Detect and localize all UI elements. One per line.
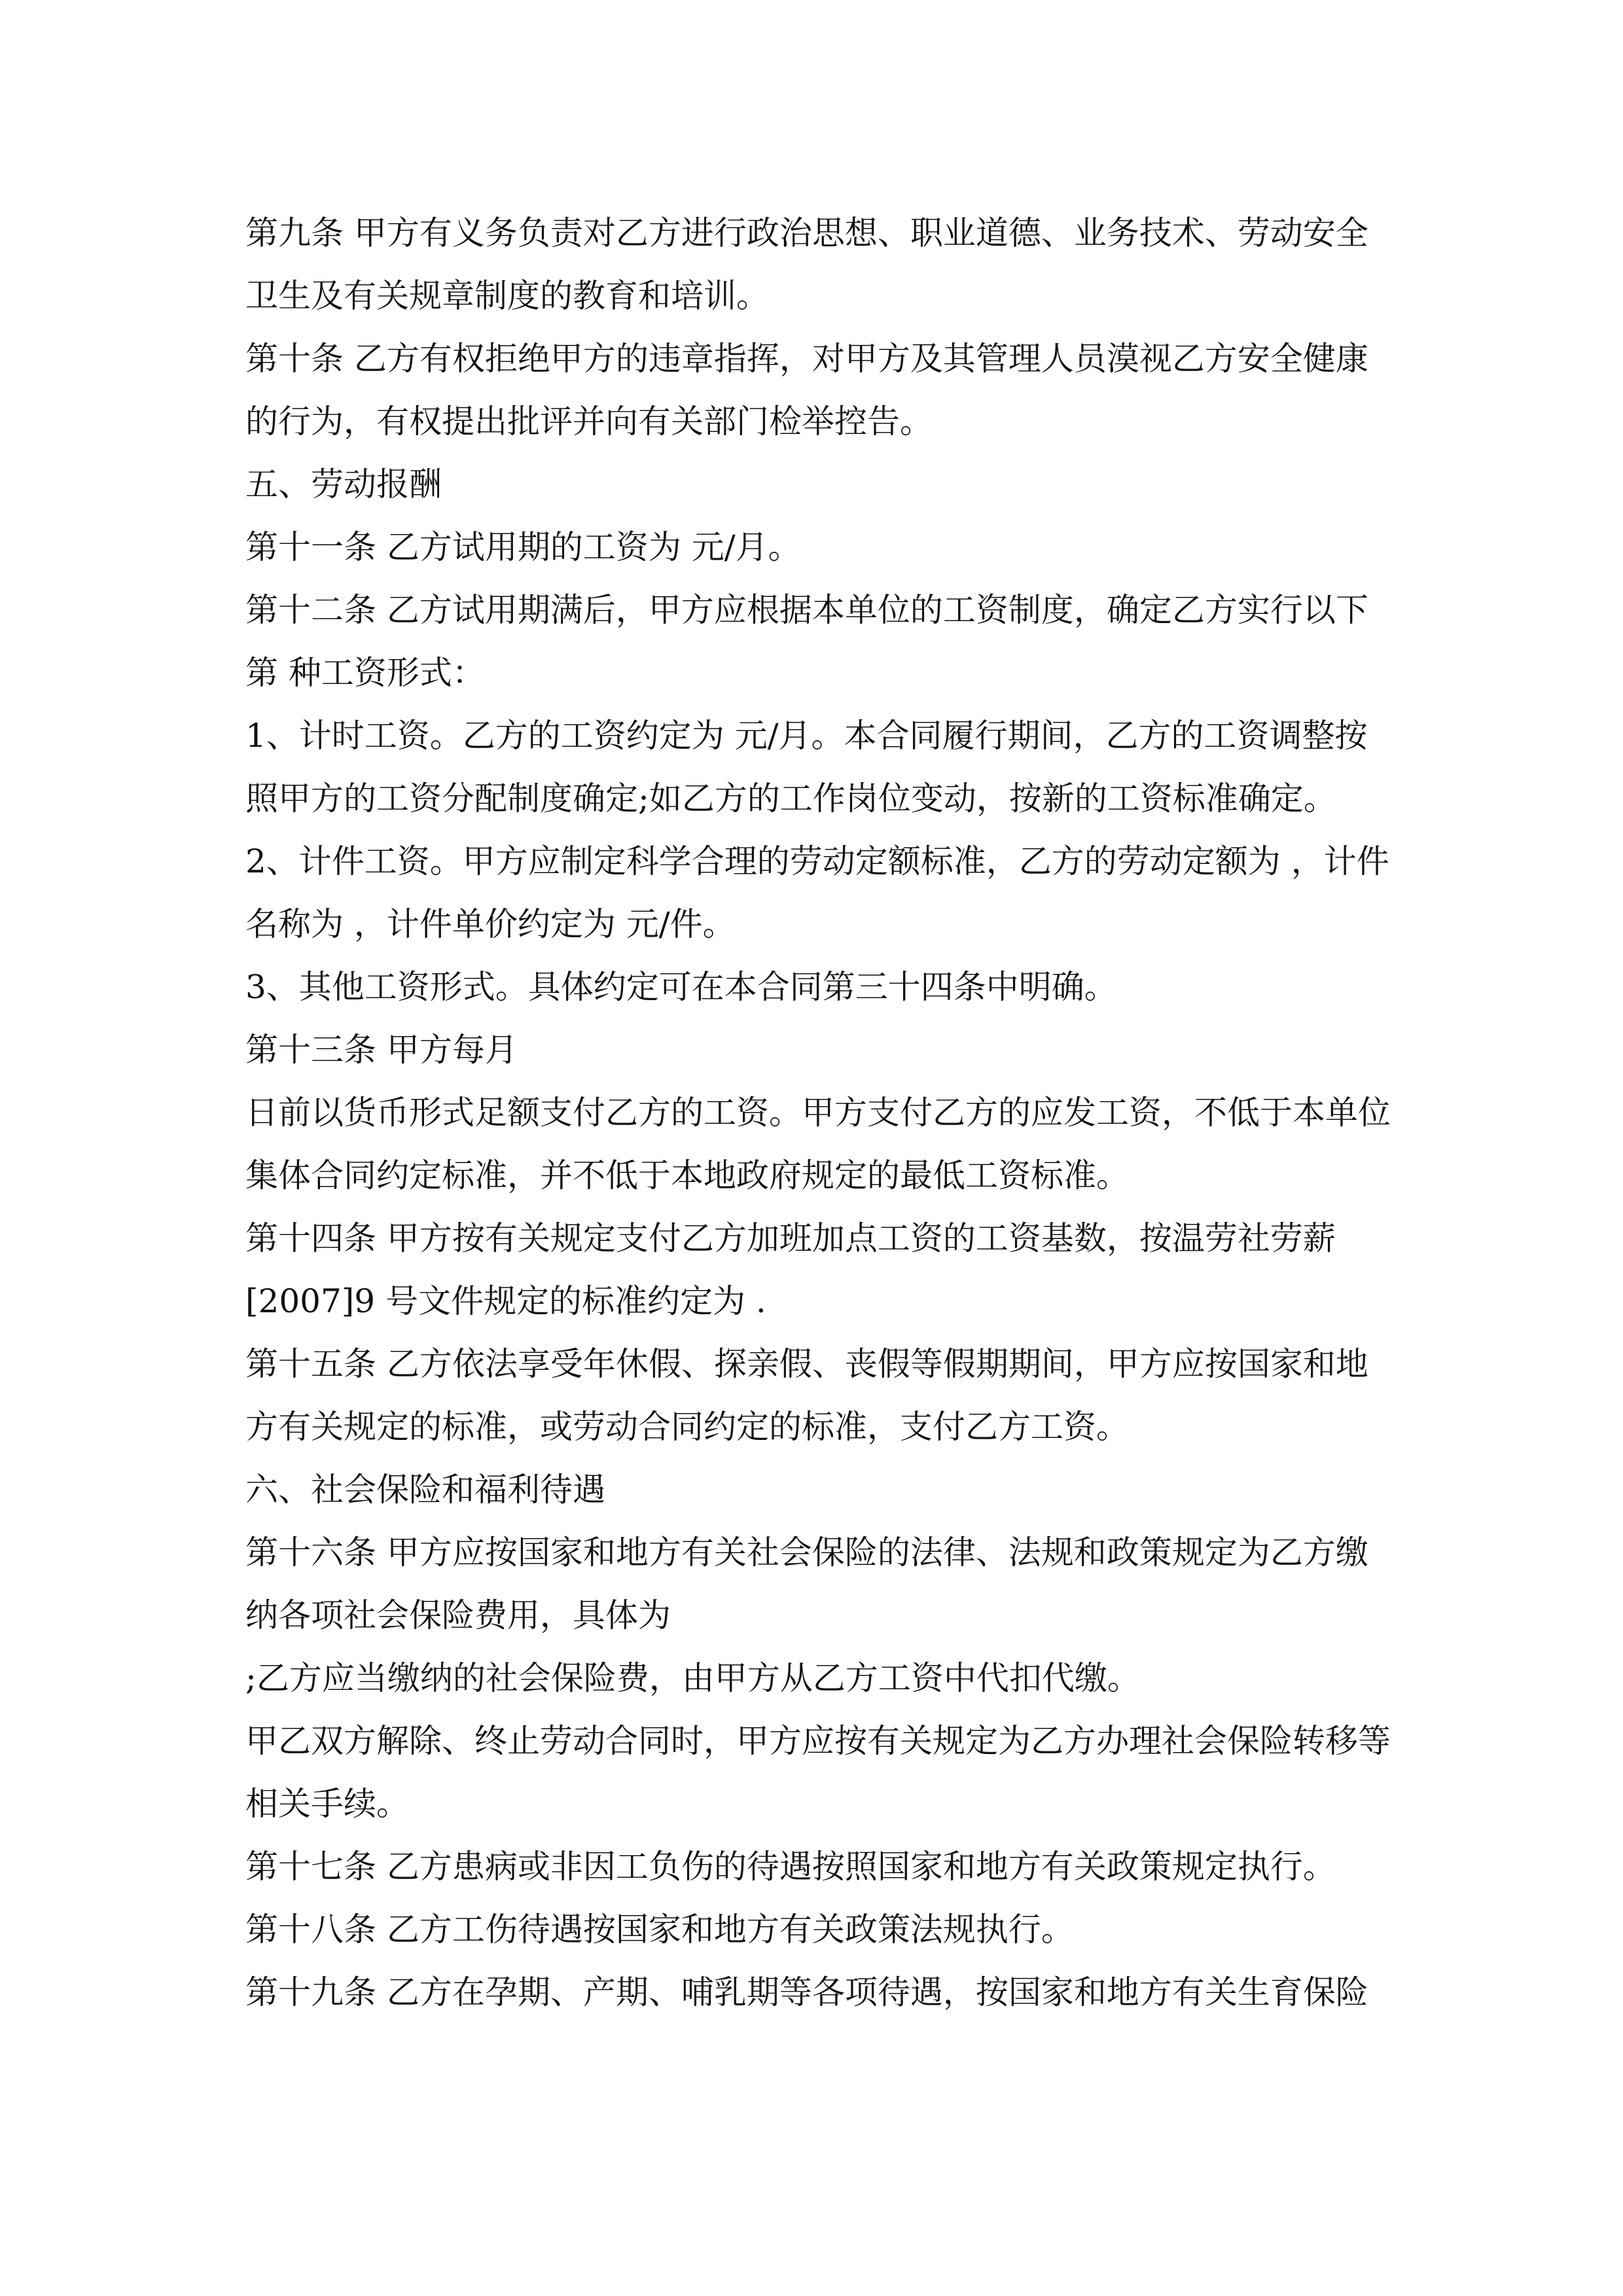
text-line: 纳各项社会保险费用，具体为 xyxy=(245,1596,671,1634)
text-line: 方有关规定的标准，或劳动合同约定的标准，支付乙方工资。 xyxy=(245,1408,1129,1446)
text-line: 第十一条 乙方试用期的工资为 元/月。 xyxy=(245,528,801,566)
text-line: 第九条 甲方有义务负责对乙方进行政治思想、职业道德、业务技术、劳动安全 xyxy=(245,214,1368,252)
text-line: 第十二条 乙方试用期满后，甲方应根据本单位的工资制度，确定乙方实行以下 xyxy=(245,591,1368,629)
text-line: 日前以货币形式足额支付乙方的工资。甲方支付乙方的应发工资，不低于本单位 xyxy=(245,1094,1391,1132)
text-line: 第十三条 甲方每月 xyxy=(245,1031,518,1069)
text-line: 第十九条 乙方在孕期、产期、哺乳期等各项待遇，按国家和地方有关生育保险 xyxy=(245,1973,1368,2011)
text-line: 3、其他工资形式。具体约定可在本合同第三十四条中明确。 xyxy=(245,968,1117,1006)
text-line: 1、计时工资。乙方的工资约定为 元/月。本合同履行期间，乙方的工资调整按 xyxy=(245,717,1368,755)
section-heading: 五、劳动报酬 xyxy=(245,465,442,503)
text-line: 第十四条 甲方按有关规定支付乙方加班加点工资的工资基数，按温劳社劳薪 xyxy=(245,1219,1336,1257)
text-line: 集体合同约定标准，并不低于本地政府规定的最低工资标准。 xyxy=(245,1157,1129,1194)
section-heading: 六、社会保险和福利待遇 xyxy=(245,1471,605,1509)
text-line: 第十六条 甲方应按国家和地方有关社会保险的法律、法规和政策规定为乙方缴 xyxy=(245,1534,1368,1571)
text-line: 第十八条 乙方工伤待遇按国家和地方有关政策法规执行。 xyxy=(245,1910,1074,1948)
text-line: 2、计件工资。甲方应制定科学合理的劳动定额标准，乙方的劳动定额为 ，计件 xyxy=(245,842,1389,880)
text-line: 卫生及有关规章制度的教育和培训。 xyxy=(245,277,769,315)
text-line: 第十七条 乙方患病或非因工负伤的待遇按照国家和地方有关政策规定执行。 xyxy=(245,1848,1336,1886)
text-line: 名称为 ，计件单价约定为 元/件。 xyxy=(245,905,736,943)
document-body xyxy=(245,202,1391,2024)
text-line: 甲乙双方解除、终止劳动合同时，甲方应按有关规定为乙方办理社会保险转移等 xyxy=(245,1722,1391,1760)
text-line: 相关手续。 xyxy=(245,1785,409,1823)
text-line: ;乙方应当缴纳的社会保险费，由甲方从乙方工资中代扣代缴。 xyxy=(245,1659,1140,1697)
text-line: 第 种工资形式： xyxy=(245,654,485,692)
text-line: 第十五条 乙方依法享受年休假、探亲假、丧假等假期期间，甲方应按国家和地 xyxy=(245,1345,1368,1383)
text-line: 的行为，有权提出批评并向有关部门检举控告。 xyxy=(245,403,933,440)
text-line: [2007]9 号文件规定的标准约定为 . xyxy=(245,1282,766,1320)
text-line: 第十条 乙方有权拒绝甲方的违章指挥，对甲方及其管理人员漠视乙方安全健康 xyxy=(245,340,1368,378)
text-line: 照甲方的工资分配制度确定;如乙方的工作岗位变动，按新的工资标准确定。 xyxy=(245,780,1336,817)
